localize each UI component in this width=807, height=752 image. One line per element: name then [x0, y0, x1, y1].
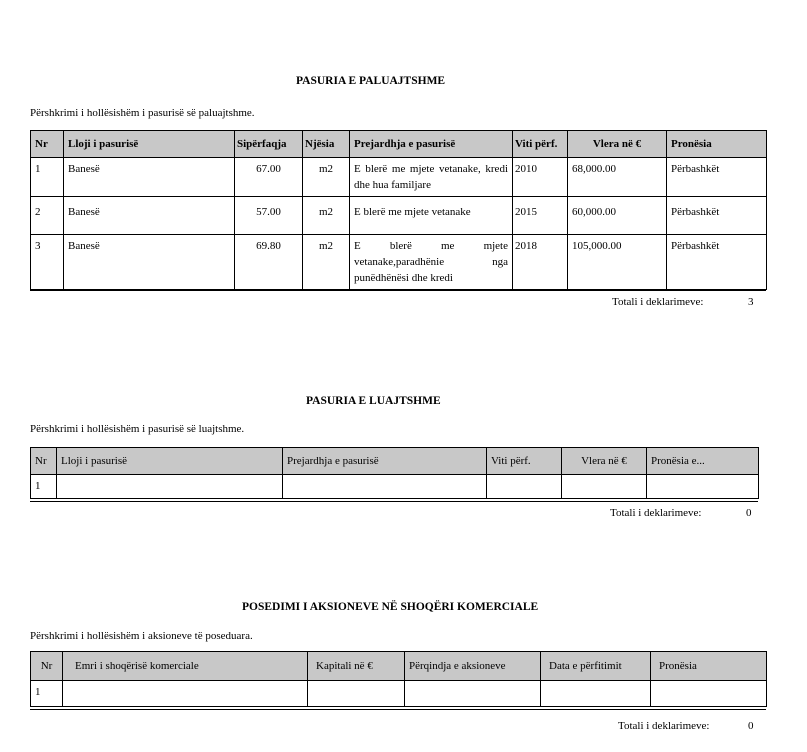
cell-unit: m2 — [303, 197, 350, 235]
cell-area: 67.00 — [235, 158, 303, 197]
column-header-year: Viti përf. — [487, 448, 562, 475]
table-bottom-rule — [30, 501, 758, 502]
cell-nr: 2 — [31, 197, 64, 235]
cell-value: 68,000.00 — [568, 158, 667, 197]
cell-area: 69.80 — [235, 235, 303, 290]
table-row — [31, 197, 767, 235]
column-header-origin: Prejardhja e pasurisë — [350, 131, 513, 158]
cell-ownership: Përbashkët — [667, 235, 767, 290]
cell-area: 57.00 — [235, 197, 303, 235]
shares-section-title: POSEDIMI I AKSIONEVE NË SHOQËRI KOMERCIALE — [242, 601, 539, 613]
table-row — [31, 158, 767, 197]
column-header-acquisition-date: Data e përfitimit — [541, 652, 651, 681]
table-header-row — [31, 448, 759, 475]
cell-nr: 1 — [31, 158, 64, 197]
cell-ownership — [651, 681, 767, 707]
table-bottom-rule — [30, 290, 766, 291]
cell-company-name — [63, 681, 308, 707]
cell-ownership: Përbashkët — [667, 158, 767, 197]
column-header-ownership: Pronësia e... — [647, 448, 759, 475]
column-header-year: Viti përf. — [513, 131, 568, 158]
cell-nr: 1 — [31, 681, 63, 707]
cell-origin: E blerë me mjete vetanake — [350, 197, 513, 235]
cell-year: 2010 — [513, 158, 568, 197]
cell-value: 105,000.00 — [568, 235, 667, 290]
immovable-section-title: PASURIA E PALUAJTSHME — [296, 75, 446, 87]
column-header-ownership: Pronësia — [667, 131, 767, 158]
column-header-company-name: Emri i shoqërisë komerciale — [63, 652, 308, 681]
column-header-nr: Nr — [31, 448, 57, 475]
table-row — [31, 475, 759, 499]
movable-total-label: Totali i deklarimeve: — [610, 507, 702, 519]
cell-type — [57, 475, 283, 499]
shares-total-label: Totali i deklarimeve: — [618, 720, 710, 732]
movable-section-title: PASURIA E LUAJTSHME — [306, 395, 441, 407]
cell-nr: 3 — [31, 235, 64, 290]
immovable-total-label: Totali i deklarimeve: — [612, 296, 704, 308]
cell-type: Banesë — [64, 235, 235, 290]
table-row — [31, 235, 767, 290]
column-header-nr: Nr — [31, 131, 64, 158]
cell-year — [487, 475, 562, 499]
table-header-row — [31, 131, 767, 158]
cell-type: Banesë — [64, 197, 235, 235]
column-header-origin: Prejardhja e pasurisë — [283, 448, 487, 475]
table-bottom-rule — [30, 709, 766, 710]
cell-year: 2015 — [513, 197, 568, 235]
cell-capital — [308, 681, 405, 707]
immovable-property-table — [30, 130, 767, 290]
immovable-section-description: Përshkrimi i hollësishëm i pasurisë së paluajtshme. — [30, 107, 255, 119]
column-header-unit: Njësia — [303, 131, 350, 158]
shares-section-description: Përshkrimi i hollësishëm i aksioneve të poseduara. — [30, 630, 253, 642]
column-header-share-percentage: Përqindja e aksioneve — [405, 652, 541, 681]
cell-year: 2018 — [513, 235, 568, 290]
shares-table — [30, 651, 767, 707]
column-header-ownership: Pronësia — [651, 652, 767, 681]
cell-share-percentage — [405, 681, 541, 707]
table-row — [31, 681, 767, 707]
cell-origin: E blerë me mjete vetanake, kredi dhe hua familjare — [350, 158, 513, 197]
cell-origin — [283, 475, 487, 499]
column-header-type: Lloji i pasurisë — [64, 131, 235, 158]
cell-ownership — [647, 475, 759, 499]
table-header-row — [31, 652, 767, 681]
shares-total-value: 0 — [748, 720, 754, 732]
cell-unit: m2 — [303, 235, 350, 290]
cell-nr: 1 — [31, 475, 57, 499]
immovable-total-value: 3 — [748, 296, 754, 308]
cell-type: Banesë — [64, 158, 235, 197]
cell-value: 60,000.00 — [568, 197, 667, 235]
cell-acquisition-date — [541, 681, 651, 707]
cell-unit: m2 — [303, 158, 350, 197]
cell-value — [562, 475, 647, 499]
column-header-value: Vlera në € — [562, 448, 647, 475]
column-header-value: Vlera në € — [568, 131, 667, 158]
column-header-type: Lloji i pasurisë — [57, 448, 283, 475]
movable-total-value: 0 — [746, 507, 752, 519]
column-header-capital: Kapitali në € — [308, 652, 405, 681]
column-header-nr: Nr — [31, 652, 63, 681]
movable-property-table — [30, 447, 759, 499]
cell-ownership: Përbashkët — [667, 197, 767, 235]
movable-section-description: Përshkrimi i hollësishëm i pasurisë së luajtshme. — [30, 423, 245, 435]
column-header-area: Sipërfaqja — [235, 131, 303, 158]
cell-origin: E blerë me mjete vetanake,paradhënie nga punëdhënësi dhe kredi — [350, 235, 513, 290]
